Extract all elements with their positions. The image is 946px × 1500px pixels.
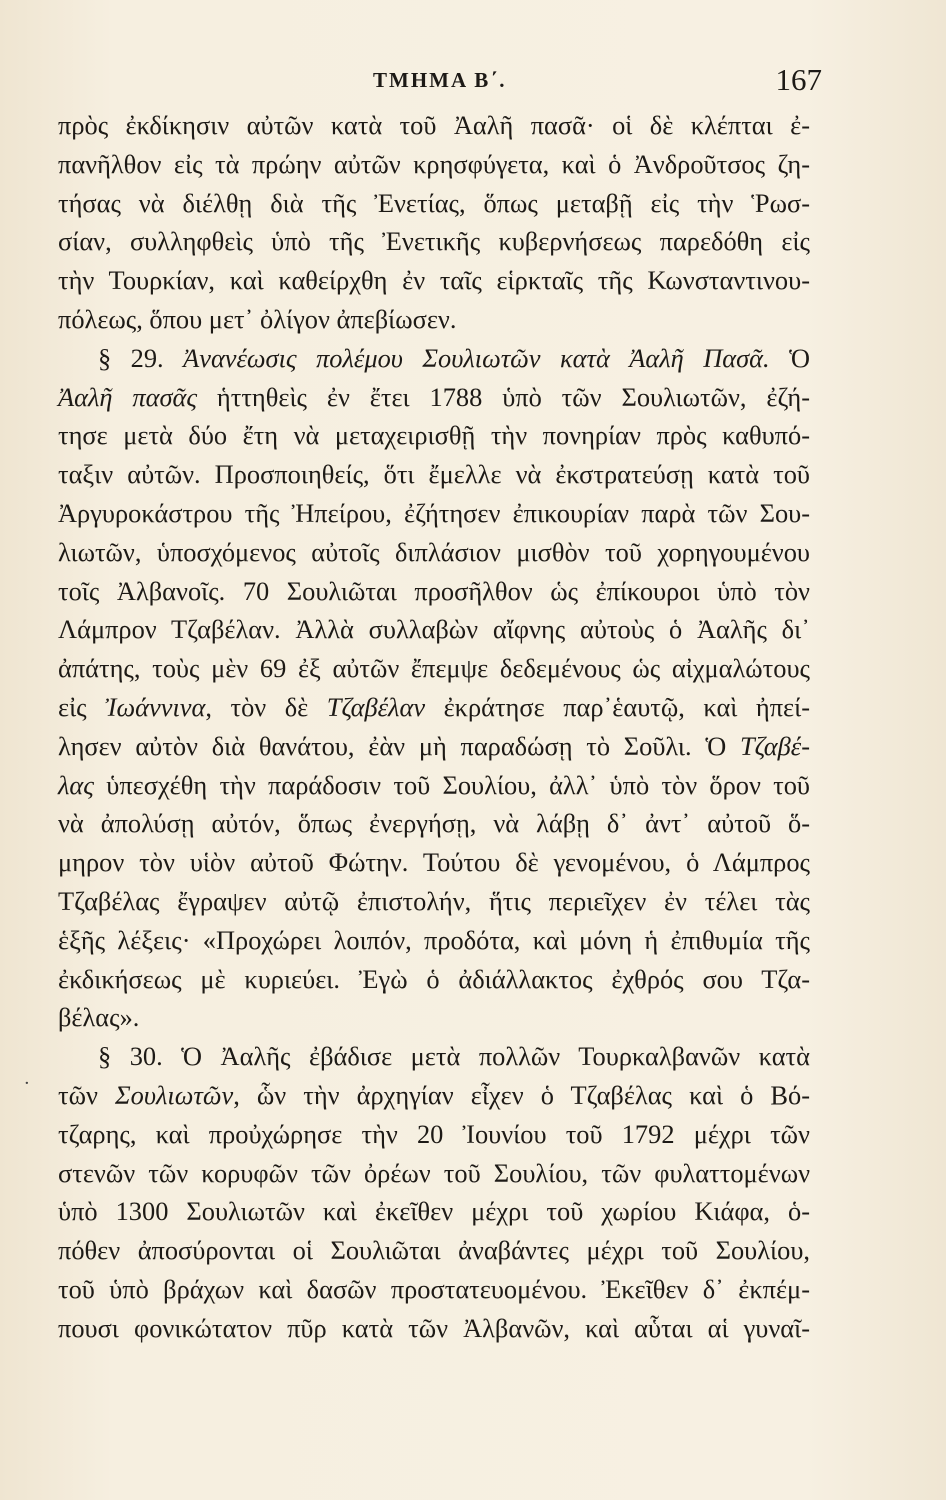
italic-name: Τζαβέ-	[739, 730, 810, 761]
text-line: Τζαβέλας ἔγραψεν αὐτῷ ἐπιστολήν, ἥτις περιεῖχεν ἐν τέλει τὰς	[58, 885, 810, 916]
text-line: πουσι φονικώτατον πῦρ κατὰ τῶν Ἀλβανῶν, καὶ αὗται αἱ γυναῖ-	[58, 1312, 810, 1343]
text-line: πόλεως, ὅπου μετ᾽ ὀλίγον ἀπεβίωσεν.	[58, 303, 457, 334]
text-line: τησε μετὰ δύο ἔτη νὰ μεταχειρισθῇ τὴν πονηρίαν πρὸς καθυπό-	[58, 420, 810, 451]
italic-name: Τζαβέλαν	[326, 691, 426, 722]
text-line: στενῶν τῶν κορυφῶν τῶν ὀρέων τοῦ Σουλίου, τῶν φυλαττομένων	[58, 1157, 810, 1188]
text-line: τήσας νὰ διέλθῃ διὰ τῆς Ἐνετίας, ὅπως μεταβῇ εἰς τὴν Ῥωσ-	[58, 187, 810, 218]
text-line: τοῖς Ἀλβανοῖς. 70 Σουλιῶται προσῆλθον ὡς ἐπίκουροι ὑπὸ τὸν	[58, 575, 810, 606]
text-fragment: , τὸν δὲ	[205, 691, 309, 722]
text-line	[58, 378, 810, 417]
section-29-heading-line	[58, 339, 810, 378]
text-line: νὰ ἀπολύσῃ αὐτόν, ὅπως ἐνεργήσῃ, νὰ λάβῃ δ᾽ ἀντ᾽ αὐτοῦ ὅ-	[58, 808, 810, 839]
text-fragment: ἐκράτησε παρ᾽ἑαυτῷ, καὶ ἠπεί-	[443, 691, 810, 722]
text-line: λιωτῶν, ὑποσχόμενος αὐτοῖς διπλάσιον μισθὸν τοῦ χορηγουμένου	[58, 536, 810, 567]
text-line: πρὸς ἐκδίκησιν αὐτῶν κατὰ τοῦ Ἀαλῆ πασᾶ· οἱ δὲ κλέπται ἐ-	[58, 110, 810, 140]
text-line: πόθεν ἀποσύρονται οἱ Σουλιῶται ἀναβάντες μέχρι τοῦ Σουλίου,	[58, 1235, 810, 1266]
text-line: σίαν, συλληφθεὶς ὑπὸ τῆς Ἐνετικῆς κυβερνήσεως παρεδόθη εἰς	[58, 226, 810, 257]
text-line	[58, 766, 810, 805]
text-line: τοῦ ὑπὸ βράχων καὶ δασῶν προστατευομένου. Ἐκεῖθεν δ᾽ ἐκπέμ-	[58, 1273, 810, 1304]
text-line: βέλας».	[58, 1002, 140, 1033]
italic-name: λας	[58, 769, 94, 800]
italic-place: Ἰωάννινα	[105, 691, 206, 722]
text-line: πανῆλθον εἰς τὰ πρώην αὐτῶν κρησφύγετα, καὶ ὁ Ἀνδροῦτσος ζη-	[58, 148, 810, 179]
running-head: ΤΜΗΜΑ Β΄.	[373, 68, 507, 92]
section-title: Ἀνανέωσις πολέμου Σουλιωτῶν κατὰ Ἀαλῆ Πασᾶ.	[183, 342, 770, 373]
page-header	[60, 62, 822, 102]
text-line: τὴν Τουρκίαν, καὶ καθείρχθη ἐν ταῖς εἱρκταῖς τῆς Κωνσταντινου-	[58, 265, 810, 296]
text-line: Ἀργυροκάστρου τῆς Ἠπείρου, ἐζήτησεν ἐπικουρίαν παρὰ τῶν Σου-	[58, 497, 810, 528]
text-fragment: ὑπεσχέθη τὴν παράδοσιν τοῦ Σουλίου, ἀλλ᾽ ὑπὸ τὸν ὅρον τοῦ	[106, 769, 810, 800]
text-line: τζαρης, καὶ προὐχώρησε τὴν 20 Ἰουνίου τοῦ 1792 μέχρι τῶν	[58, 1118, 810, 1149]
text-line: ἑξῆς λέξεις· «Προχώρει λοιπόν, προδότα, καὶ μόνη ἡ ἐπιθυμία τῆς	[58, 924, 810, 955]
text-line: ὑπὸ 1300 Σουλιωτῶν καὶ ἐκεῖθεν μέχρι τοῦ χωρίου Κιάφα, ὁ-	[58, 1196, 810, 1227]
section-30-first-line: § 30. Ὁ Ἀαλῆς ἐβάδισε μετὰ πολλῶν Τουρκαλβανῶν κατὰ	[98, 1041, 810, 1072]
page-body	[58, 106, 810, 1348]
text-fragment: εἰς	[58, 691, 87, 722]
margin-dot: ·	[24, 1073, 30, 1094]
text-line: ταξιν αὐτῶν. Προσποιηθείς, ὅτι ἔμελλε νὰ ἐκστρατεύσῃ κατὰ τοῦ	[58, 459, 810, 490]
section-mark: § 29.	[98, 342, 164, 373]
text-line	[58, 688, 810, 727]
text-line: ἐκδικήσεως μὲ κυριεύει. Ἐγὼ ὁ ἀδιάλλακτος ἐχθρός σου Τζα-	[58, 963, 810, 994]
text-fragment: λησεν αὐτὸν διὰ θανάτου, ἐὰν μὴ παραδώσῃ τὸ Σοῦλι. Ὁ	[58, 730, 727, 761]
italic-name: Ἀαλῆ πασᾶς	[58, 381, 198, 412]
page-number: 167	[775, 62, 822, 97]
italic-name: Σουλιωτῶν	[115, 1079, 234, 1110]
text-line: ἀπάτης, τοὺς μὲν 69 ἐξ αὐτῶν ἔπεμψε δεδεμένους ὡς αἰχμαλώτους	[58, 653, 810, 684]
text-line	[58, 1076, 810, 1115]
text-line	[58, 727, 810, 766]
text-line: μηρον τὸν υἱὸν αὐτοῦ Φώτην. Τούτου δὲ γενομένου, ὁ Λάμπρος	[58, 847, 810, 878]
text-fragment: τῶν	[58, 1079, 98, 1110]
text-line: Λάμπρον Τζαβέλαν. Ἀλλὰ συλλαβὼν αἴφνης αὐτοὺς ὁ Ἀαλῆς δι᾽	[58, 614, 810, 645]
text-fragment: Ὁ	[789, 342, 810, 373]
text-fragment: , ὧν τὴν ἀρχηγίαν εἶχεν ὁ Τζαβέλας καὶ ὁ Βό-	[233, 1079, 810, 1110]
text-fragment: ἡττηθεὶς ἐν ἔτει 1788 ὑπὸ τῶν Σουλιωτῶν, ἐζή-	[216, 381, 810, 412]
